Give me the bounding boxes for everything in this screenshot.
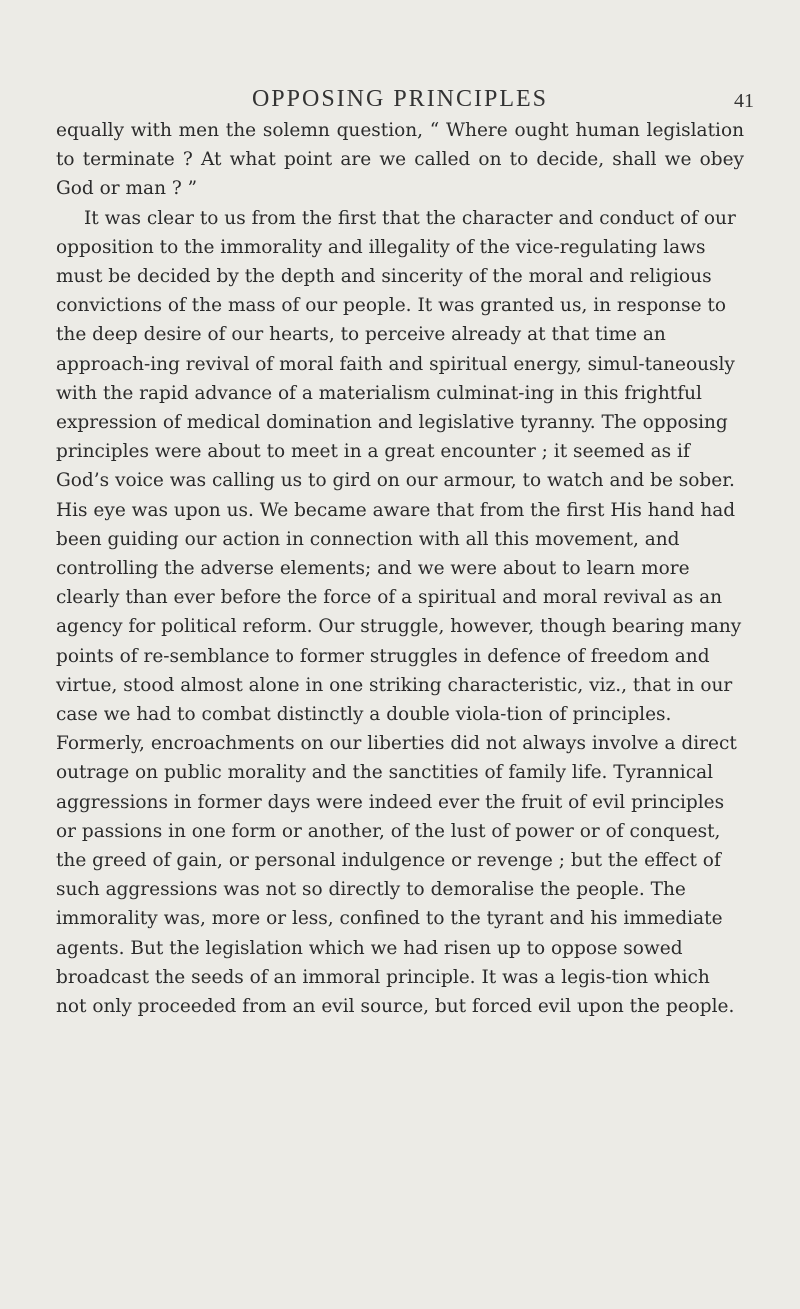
paragraph-continued: equally with men the solemn question, “ Where ought human legislation to terminate ? At what point are we called on to decide, shall we obey God or man ? ” xyxy=(56,120,744,200)
paragraph: It was clear to us from the first that the character and conduct of our opposition to the immorality and illegality of the vice-regulating laws must be decided by the depth and sincerity of the moral and religious convictions of the mass of our people. It was granted us, in response to the deep desire of our hearts, to perceive already at that time an approach-ing revival of moral faith and spiritual energy, simul-taneously with the rapid advance of a materialism culminat-ing in this frightful expression of medical domination and legislative tyranny. The opposing principles were about to meet in a great encounter ; it seemed as if God’s voice was calling us to gird on our armour, to watch and be sober. His eye was upon us. We became aware that from the first His hand had been guiding our action in connection with all this movement, and controlling the adverse elements; and we were about to learn more clearly than ever before the force of a spiritual and moral revival as an agency for political reform. Our struggle, however, though bearing many points of re-semblance to former struggles in defence of freedom and virtue, stood almost alone in one striking characteristic, viz., that in our case we had to combat distinctly a double viola-tion of principles. Formerly, encroachments on our liberties did not always involve a direct outrage on public morality and the sanctities of family life. Tyrannical aggressions in former days were indeed ever the fruit of evil principles or passions in one form or another, of the lust of power or of conquest, the greed of gain, or personal indulgence or revenge ; but the effect of such aggressions was not so directly to demoralise the people. The immorality was, more or less, confined to the tyrant and his immediate agents. But the legislation which we had risen up to oppose sowed broadcast the seeds of an immoral principle. It was a legis-tion which not only proceeded from an evil source, but forced evil upon the people. xyxy=(56,207,742,1018)
body-text xyxy=(56,116,744,1021)
page-number: 41 xyxy=(734,90,754,112)
running-head-title: OPPOSING PRINCIPLES xyxy=(251,86,549,112)
running-head xyxy=(0,86,800,118)
